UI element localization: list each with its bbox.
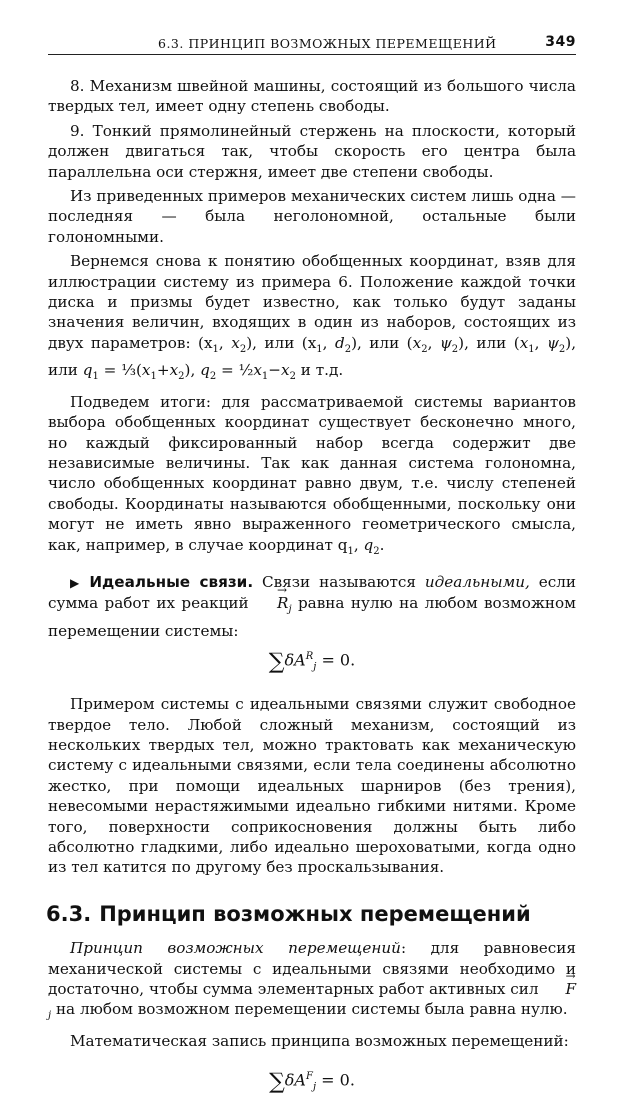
ideal-heading: Идеальные связи.	[89, 573, 254, 592]
paragraph-math: Математическая запись принципа возможных перемещений:	[70, 1031, 569, 1050]
running-header	[48, 32, 576, 54]
paragraph-summary: Подведем итоги: для рассматриваемой системы вариантов выбора обобщенных координат существует бесконечно много, но каждый фиксированный набор всегда содержит две независимые величины. Так как данная система голономна, число обобщенных координат равно двум, т.е. числу степеней свободы. Координаты называются обобщенными, поскольку они могут не иметь явно выраженного геометрического смысла, как, например, в случае координат $q_1$, $q_2$.	[48, 392, 576, 557]
paragraph-holonomic: Из приведенных примеров механических систем лишь одна — последняя — была неголономной, остальные были голономными.	[48, 187, 576, 246]
header-rule	[48, 54, 576, 55]
formula-2-rhs: = 0.	[321, 1070, 355, 1090]
paragraph-9: 9. Тонкий прямолинейный стержень на плоскости, который должен двигаться так, чтобы скорость его центра была параллельна оси стержня, имеет две степени свободы.	[48, 121, 576, 181]
page-number: 349	[545, 34, 576, 50]
ideal-word: идеальными,	[424, 573, 530, 592]
section-heading	[46, 901, 576, 926]
coords-text-c: и т.д.	[300, 361, 344, 380]
principle-text-a: : для равновесия механической системы с идеальными связями необходимо и достаточно, чтобы сумма элементарных работ активных сил	[48, 939, 576, 999]
reaction-vector: → R	[255, 593, 288, 613]
paragraph-principle: Принцип возможных перемещений: для равновесия механической системы с идеальными связями необходимо и достаточно, чтобы сумма элементарных работ активных сил → $F_j$ на любом возможном перемещении системы была равна нулю.	[48, 938, 576, 1027]
ideal-text-1: Связи называются	[262, 573, 416, 592]
principle-text-b: на любом возможном перемещении системы была равна нулю.	[55, 1000, 568, 1019]
formula-ideal: $\sum\delta A^R_j = 0$.	[268, 649, 356, 675]
summary-text: Подведем итоги: для рассматриваемой системы вариантов выбора обобщенных координат существует бесконечно много, но каждый фиксированный набор всегда содержит две независимые величины. Так как данная система голономна, число обобщенных координат равно двум, т.е. числу степеней свободы. Координаты называются обобщенными, поскольку они могут не иметь явно выраженного геометрического смысла, как, например, в случае координат q	[48, 392, 576, 554]
paragraph-coordinates: Вернемся снова к понятию обобщенных координат, взяв для иллюстрации систему из примера 6. Положение каждой точки диска и призмы будет известно, как только будут заданы значения величин, входящих в один из наборов, состоящих из двух параметров: ($x_1$, $x_2$), или ($x_1$, $d_2$), или ($x_2$, $\psi_2$), или ($x_1$, $\psi_2$), или $q_1$ = $\frac{1}{3}(x_1+x_2)$, $q_2$ = $\frac{1}{2}x_1-x_2$ и т.д.	[48, 252, 577, 383]
triangle-marker-icon: ▶	[70, 576, 84, 591]
header-title: 6.3. ПРИНЦИП ВОЗМОЖНЫХ ПЕРЕМЕЩЕНИЙ	[158, 36, 497, 51]
paragraph-example: Примером системы с идеальными связями служит свободное твердое тело. Любой сложный механизм, состоящий из нескольких твердых тел, можно трактовать как механическую систему с идеальными связями, если тела соединены абсолютно жестко, при помощи идеальных шарниров (без трения), невесомыми нерастяжимыми идеально гибкими нитями. Кроме того, поверхности соприкосновения должны быть либо абсолютно гладкими, либо идеально шероховатыми, когда одно из тел катится по другому без проскальзывания.	[48, 695, 576, 877]
coords-text-a: Вернемся снова к понятию обобщенных координат, взяв для иллюстрации систему из примера 6. Положение каждой точки диска и призмы будет известно, как только будут заданы значения величин, входящих в один из наборов, состоящих из двух параметров: (x	[48, 252, 576, 352]
section-number: 6.3.	[46, 901, 92, 926]
force-vector: → F	[543, 979, 576, 999]
paragraph-ideal: ▶ Идеальные связи. Связи называются идеальными, если сумма работ их реакций → $R_j$ равна нулю на любом возможном перемещении системы:	[48, 572, 576, 641]
coords-text-b: или (x	[264, 333, 317, 352]
paragraph-8: 8. Механизм швейной машины, состоящий из большого числа твердых тел, имеет одну степень свободы.	[48, 77, 576, 116]
page-body	[48, 76, 576, 1114]
principle-term: Принцип возможных перемещений	[70, 939, 401, 958]
section-title: Принцип возможных перемещений	[99, 901, 531, 926]
page	[46, 32, 577, 1095]
ideal-text-2: если сумма работ их реакций	[48, 573, 577, 613]
formula-1-rhs: = 0.	[321, 650, 356, 670]
formula-principle: $\sum\delta A^F_j = 0$.	[269, 1069, 355, 1095]
ideal-text-3: равна нулю на любом возможном перемещении системы:	[48, 594, 576, 640]
